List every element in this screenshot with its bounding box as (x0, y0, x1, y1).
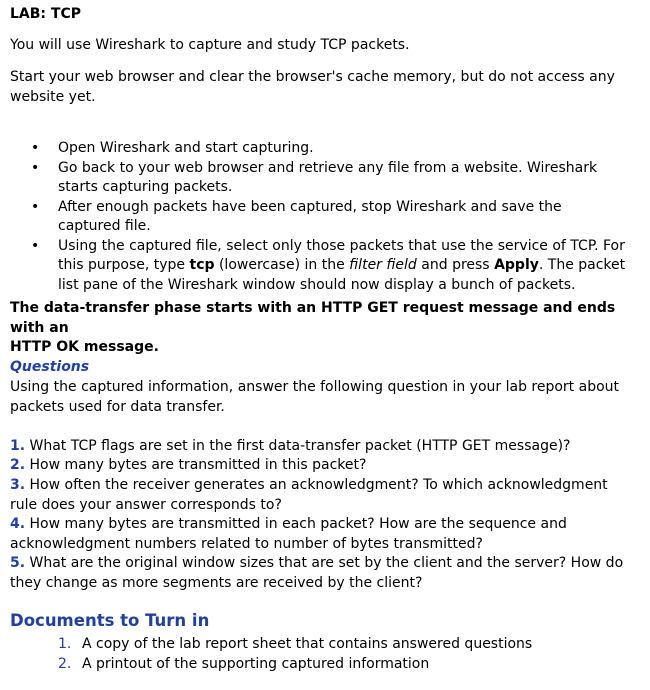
step-item (0, 198, 628, 237)
step-text: After enough packets have been captured, stop Wireshark and save the captured file. (58, 198, 562, 234)
document-text: A copy of the lab report sheet that contains answered questions (82, 636, 533, 652)
question-number: 5. (10, 555, 26, 571)
lab-title: LAB: TCP (10, 6, 81, 22)
instruction-paragraph: Start your web browser and clear the browser's cache memory, but do not access any website yet. (10, 69, 615, 105)
bullet-icon: • (31, 237, 40, 254)
question-number: 1. (10, 438, 26, 454)
step-keyword-filter-field: filter field (349, 257, 417, 273)
step-item (0, 237, 628, 296)
phase-note-line1: The data-transfer phase starts with an HTTP GET request message and ends with an (10, 300, 616, 336)
step-text-part: Using the captured file, select only those packets that use the service of TCP. For this purpose, type (58, 237, 625, 273)
documents-list (0, 635, 532, 674)
step-keyword-apply: Apply (494, 257, 539, 273)
question-text: What TCP flags are set in the first data-transfer packet (HTTP GET message)? (29, 438, 571, 454)
question-text: What are the original window sizes that are set by the client and the server? How do they change as more segments are received by the client? (10, 555, 624, 591)
question-item (10, 515, 635, 554)
question-text: How many bytes are transmitted in this packet? (29, 457, 367, 473)
document-number: 2. (58, 655, 72, 672)
question-number: 4. (10, 516, 26, 532)
document-number: 1. (58, 636, 72, 652)
document-text: A printout of the supporting captured information (82, 655, 430, 672)
step-item (0, 139, 628, 159)
document-item (0, 655, 532, 675)
document-item (0, 635, 532, 655)
question-text: How often the receiver generates an acknowledgment? To which acknowledgment rule does your answer corresponds to? (10, 477, 608, 513)
step-text-part: and press (416, 257, 495, 273)
step-text: Go back to your web browser and retrieve any file from a website. Wireshark starts capturing packets. (58, 159, 598, 195)
phase-note-line2: HTTP OK message. (10, 339, 159, 355)
bullet-icon: • (31, 140, 40, 156)
step-text: Open Wireshark and start capturing. (58, 140, 314, 156)
question-item (10, 476, 635, 515)
question-text: How many bytes are transmitted in each packet? How are the sequence and acknowledgment numbers related to number of bytes transmitted? (10, 516, 567, 552)
question-item (10, 437, 635, 457)
intro-paragraph: You will use Wireshark to capture and study TCP packets. (10, 37, 410, 53)
questions-intro: Using the captured information, answer the following question in your lab report about packets used for data transfer. (10, 379, 620, 415)
question-number: 3. (10, 477, 26, 493)
question-number: 2. (10, 457, 26, 473)
step-keyword-tcp: tcp (189, 257, 215, 273)
question-item (10, 456, 635, 476)
questions-heading: Questions (10, 359, 90, 375)
phase-note (10, 299, 635, 358)
step-text-part: . The packet list pane of the Wireshark window should now display a bunch of packets. (58, 257, 626, 293)
step-item (0, 159, 628, 198)
bullet-icon: • (31, 159, 40, 176)
documents-heading: Documents to Turn in (10, 611, 210, 630)
bullet-icon: • (31, 198, 40, 215)
step-text-part: (lowercase) in the (214, 257, 350, 273)
question-item (10, 554, 635, 593)
steps-list (0, 139, 628, 295)
